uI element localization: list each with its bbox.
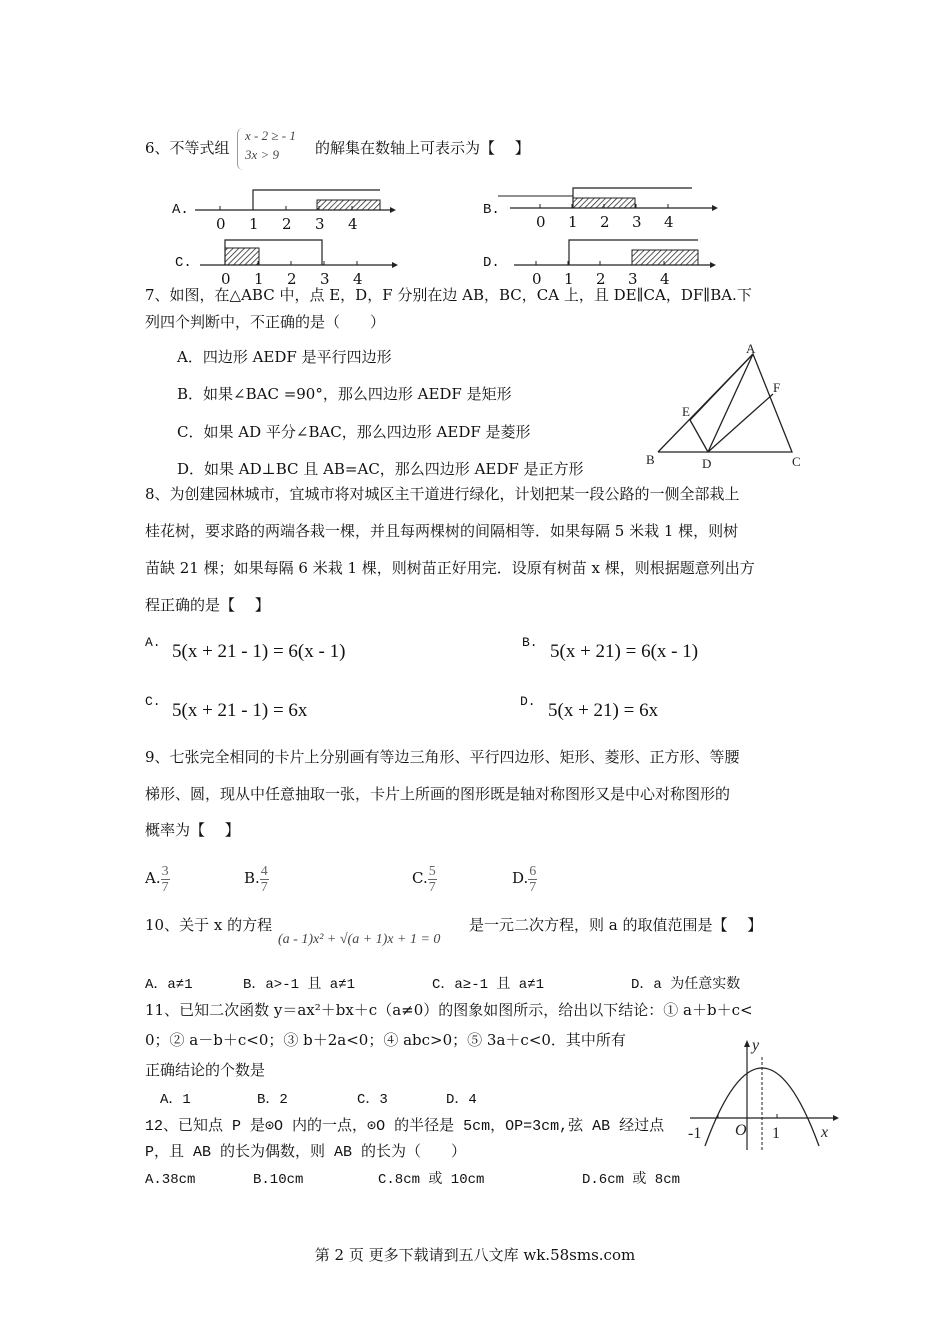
q10-equation: (a - 1)x² + √(a + 1)x + 1 = 0 [278,932,441,947]
fraction [161,864,170,895]
q7-option-d[interactable]: D．如果 AD⊥BC 且 AB=AC，那么四边形 AEDF 是正方形 [177,460,584,478]
denominator: 7 [260,879,268,895]
q7-line1: 7、如图，在△ABC 中，点 E，D，F 分别在边 AB，BC，CA 上，且 DE∥CA，DF∥BA.下 [145,286,752,304]
q10-suffix: 是一元二次方程，则 a 的取值范围是【 】 [469,916,763,934]
q6-option-b-label[interactable]: B. [483,202,500,218]
q9-option-a[interactable] [145,860,170,896]
q11-option-d[interactable]: D．4 [446,1092,477,1108]
denominator: 7 [161,879,169,895]
q7-option-b[interactable]: B．如果∠BAC =90°，那么四边形 AEDF 是矩形 [177,385,512,403]
fraction [428,864,437,895]
label-a: A [746,342,756,356]
q8-line2: 桂花树，要求路的两端各栽一棵，并且每两棵树的间隔相等．如果每隔 5 米栽 1 棵，则树 [145,522,739,540]
q10-option-a[interactable]: A．a≠1 [145,977,193,993]
q12-line2: P，且 AB 的长为偶数，则 AB 的长为（ ） [145,1144,467,1161]
q8-line1: 8、为创建园林城市，宜城市将对城区主干道进行绿化，计划把某一段公路的一侧全部栽上 [145,485,740,503]
y-axis-label: y [752,1037,760,1054]
q8-option-a-label[interactable]: A. [145,635,161,650]
label-c: C [792,454,801,469]
option-label: C. [412,869,428,887]
q9-option-b[interactable] [244,860,269,896]
q8-option-b-equation[interactable]: 5(x + 21) = 6(x - 1) [550,641,699,662]
fraction [528,864,537,895]
tick-one: 1 [772,1125,780,1142]
q8-option-a-equation[interactable]: 5(x + 21 - 1) = 6(x - 1) [172,641,346,662]
q11-option-c[interactable]: C．3 [357,1092,388,1108]
q12-option-d[interactable]: D.6cm 或 8cm [582,1172,681,1188]
q12-line1: 12、已知点 P 是⊙O 内的一点，⊙O 的半径是 5cm，OP=3cm,弦 AB 经过点 [145,1118,665,1135]
label-b: B [646,452,655,467]
tick-minus-one: -1 [688,1125,702,1142]
q10-option-b[interactable]: B．a>-1 且 a≠1 [243,977,356,993]
q9-option-d[interactable] [512,860,537,896]
q11-line1: 11、已知二次函数 y＝ax²＋bx＋c（a≠0）的图象如图所示，给出以下结论：① a＋b＋c< [145,1001,753,1019]
option-label: A. [145,869,161,887]
q6-prefix: 6、不等式组 [145,139,230,157]
q9-line1: 9、七张完全相同的卡片上分别画有等边三角形、平行四边形、矩形、菱形、正方形、等腰 [145,748,740,766]
numerator: 6 [529,863,537,879]
q6-option-c-label[interactable]: C. [175,255,192,271]
q12-option-a[interactable]: A.38cm [145,1172,196,1188]
axis-arrow-icon [390,207,396,213]
axis-arrow-icon [392,262,398,268]
q6-system-line1: x - 2 ≥ - 1 [245,128,296,143]
q11-line2: 0；② a－b＋c<0；③ b＋2a<0；④ abc>0；⑤ 3a＋c<0．其中所有 [145,1031,626,1049]
q11-line3: 正确结论的个数是 [145,1061,266,1079]
q12-option-b[interactable]: B.10cm [253,1172,304,1188]
fraction [260,864,269,895]
q9-line3: 概率为【 】 [145,821,240,839]
q11-parabola-graph [685,1035,845,1155]
label-d: D [702,456,712,471]
numerator: 5 [428,863,436,879]
q10-option-d[interactable]: D．a 为任意实数 [631,977,741,993]
tick-label: 4 [353,270,363,288]
q6-option-a-label[interactable]: A. [172,202,189,218]
axis-arrow-icon [712,205,718,211]
numerator: 3 [161,863,169,879]
q8-option-c-equation[interactable]: 5(x + 21 - 1) = 6x [172,700,308,721]
hatched-region [573,198,635,208]
tick-label: 2 [600,213,610,231]
q10-option-c[interactable]: C．a≥-1 且 a≠1 [432,977,545,993]
q7-option-c[interactable]: C．如果 AD 平分∠BAC，那么四边形 AEDF 是菱形 [177,423,531,441]
q8-option-d-equation[interactable]: 5(x + 21) = 6x [548,700,659,721]
tick-label: 1 [254,270,264,288]
hatched-region [317,200,380,210]
denominator: 7 [529,879,537,895]
tick-label: 3 [315,215,325,233]
option-label: D. [512,869,529,887]
tick-label: 4 [348,215,358,233]
q6-number-lines [0,0,950,300]
numerator: 4 [260,863,268,879]
q6-suffix: 的解集在数轴上可表示为【 】 [315,139,530,157]
tick-label: 3 [320,270,330,288]
q9-line2: 梯形、圆，现从中任意抽取一张，卡片上所画的图形既是轴对称图形又是中心对称图形的 [145,785,731,803]
tick-label: 1 [564,270,574,288]
tick-label: 1 [568,213,578,231]
tick-label: 0 [221,270,231,288]
q11-option-a[interactable]: A．1 [160,1092,191,1108]
label-e: E [682,404,690,419]
origin-label: O [735,1122,747,1139]
denominator: 7 [428,879,436,895]
q6-option-d-label[interactable]: D. [483,255,500,271]
axis-arrow-icon [710,262,716,268]
hatched-region [632,250,698,265]
tick-label: 4 [664,213,674,231]
q7-triangle-figure [640,342,810,472]
hatched-region [225,248,259,265]
tick-label: 2 [282,215,292,233]
label-f: F [773,380,781,395]
q8-line3: 苗缺 21 棵；如果每隔 6 米栽 1 棵，则树苗正好用完．设原有树苗 x 棵，则根据题意列出方 [145,559,755,577]
tick-label: 2 [287,270,297,288]
q7-line2: 列四个判断中，不正确的是（ ） [145,313,386,331]
q6-system-line2: 3x > 9 [245,147,280,162]
option-label: B. [244,869,260,887]
tick-label: 3 [632,213,642,231]
q8-line4: 程正确的是【 】 [145,596,270,614]
q7-option-a[interactable]: A．四边形 AEDF 是平行四边形 [177,348,392,366]
tick-label: 2 [596,270,606,288]
page-footer: 第 2 页 更多下载请到五八文库 wk.58sms.com [314,1246,636,1264]
q11-option-b[interactable]: B．2 [257,1092,288,1108]
tick-label: 3 [628,270,638,288]
q8-option-b-label[interactable]: B. [522,635,538,650]
tick-label: 1 [249,215,259,233]
q8-option-d-label[interactable]: D. [520,694,536,709]
q12-option-c[interactable]: C.8cm 或 10cm [378,1172,485,1188]
tick-label: 0 [216,215,226,233]
tick-label: 0 [532,270,542,288]
q10-prefix: 10、关于 x 的方程 [145,916,273,934]
q8-option-c-label[interactable]: C. [145,694,161,709]
tick-label: 0 [536,213,546,231]
tick-label: 4 [660,270,670,288]
x-axis-label: x [821,1124,829,1141]
q9-option-c[interactable] [412,860,437,896]
